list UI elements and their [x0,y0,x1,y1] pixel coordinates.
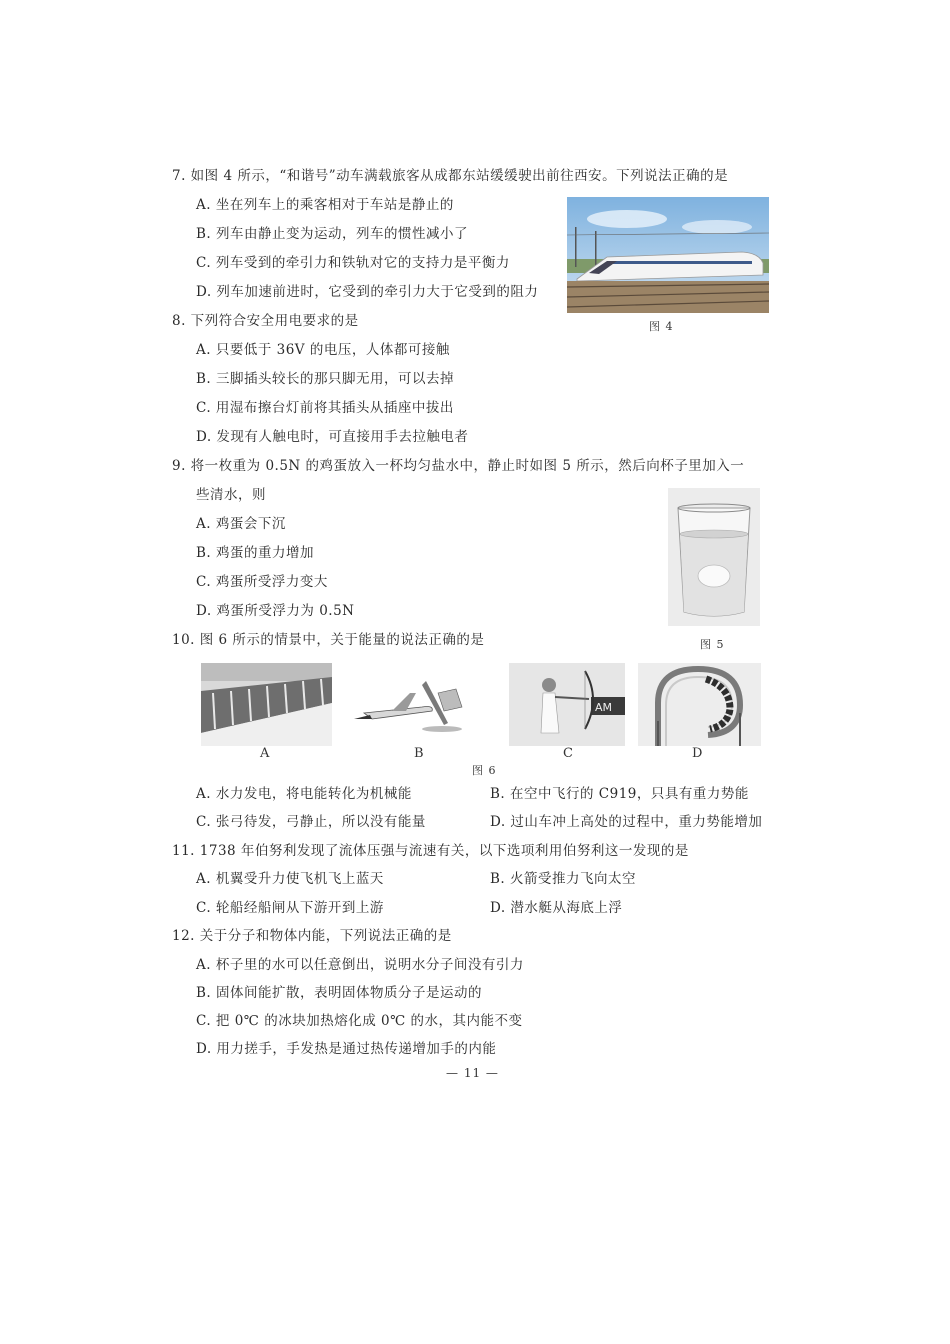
q12-stem: 12. 关于分子和物体内能，下列说法正确的是 [172,928,452,944]
figure-6-caption: 图 6 [472,764,497,777]
q10-option-d: D. 过山车冲上高处的过程中，重力势能增加 [490,814,763,830]
figure-5-caption: 图 5 [700,638,725,651]
q7-option-d: D. 列车加速前进时，它受到的牵引力大于它受到的阻力 [196,284,539,300]
q12-option-a: A. 杯子里的水可以任意倒出，说明水分子间没有引力 [196,957,524,973]
svg-text:AM: AM [595,701,613,714]
figure-6a-dam-photo [201,663,332,746]
q9-stem-line1: 9. 将一枚重为 0.5N 的鸡蛋放入一杯均匀盐水中，静止时如图 5 所示，然后向杯子里加入一 [172,458,745,474]
figure-6d-roller-coaster-photo [638,663,761,746]
q9-option-a: A. 鸡蛋会下沉 [196,516,286,532]
q7-option-c: C. 列车受到的牵引力和铁轨对它的支持力是平衡力 [196,255,510,271]
q7-option-a: A. 坐在列车上的乘客相对于车站是静止的 [196,197,454,213]
q9-option-c: C. 鸡蛋所受浮力变大 [196,574,328,590]
q11-stem: 11. 1738 年伯努利发现了流体压强与流速有关，以下选项利用伯努利这一发现的是 [172,843,689,859]
q11-option-b: B. 火箭受推力飞向太空 [490,871,637,887]
figure-5-egg-glass-photo [668,488,760,626]
q9-option-b: B. 鸡蛋的重力增加 [196,545,315,561]
q11-option-a: A. 机翼受升力使飞机飞上蓝天 [196,871,384,887]
figure-6b-label: B [414,746,424,761]
q9-option-d: D. 鸡蛋所受浮力为 0.5N [196,603,355,619]
q9-stem-line2: 些清水，则 [196,487,266,503]
figure-6b-airplane-photo [352,663,486,746]
figure-6a-label: A [260,746,270,761]
figure-6c-archer-photo [509,663,625,746]
q12-option-b: B. 固体间能扩散，表明固体物质分子是运动的 [196,985,483,1001]
q11-option-d: D. 潜水艇从海底上浮 [490,900,623,916]
q8-option-c: C. 用湿布擦台灯前将其插头从插座中拔出 [196,400,454,416]
figure-6d-label: D [692,746,703,761]
q7-option-b: B. 列车由静止变为运动，列车的惯性减小了 [196,226,469,242]
q10-option-a: A. 水力发电，将电能转化为机械能 [196,786,412,802]
q12-option-c: C. 把 0℃ 的冰块加热熔化成 0℃ 的水，其内能不变 [196,1013,523,1029]
q8-stem: 8. 下列符合安全用电要求的是 [172,313,359,329]
q8-option-a: A. 只要低于 36V 的电压，人体都可接触 [196,342,450,358]
q12-option-d: D. 用力搓手，手发热是通过热传递增加手的内能 [196,1041,497,1057]
q8-option-b: B. 三脚插头较长的那只脚无用，可以去掉 [196,371,455,387]
q7-stem: 7. 如图 4 所示，“和谐号”动车满载旅客从成都东站缓缓驶出前往西安。下列说法正确的是 [172,168,729,184]
figure-4-train-photo [567,197,769,313]
q10-option-c: C. 张弓待发，弓静止，所以没有能量 [196,814,426,830]
q8-option-d: D. 发现有人触电时，可直接用手去拉触电者 [196,429,469,445]
figure-6c-label: C [563,746,573,761]
q11-option-c: C. 轮船经船闸从下游开到上游 [196,900,384,916]
page-number: — 11 — [446,1066,499,1080]
q10-stem: 10. 图 6 所示的情景中，关于能量的说法正确的是 [172,632,485,648]
q10-option-b: B. 在空中飞行的 C919，只具有重力势能 [490,786,749,802]
figure-4-caption: 图 4 [649,320,674,333]
